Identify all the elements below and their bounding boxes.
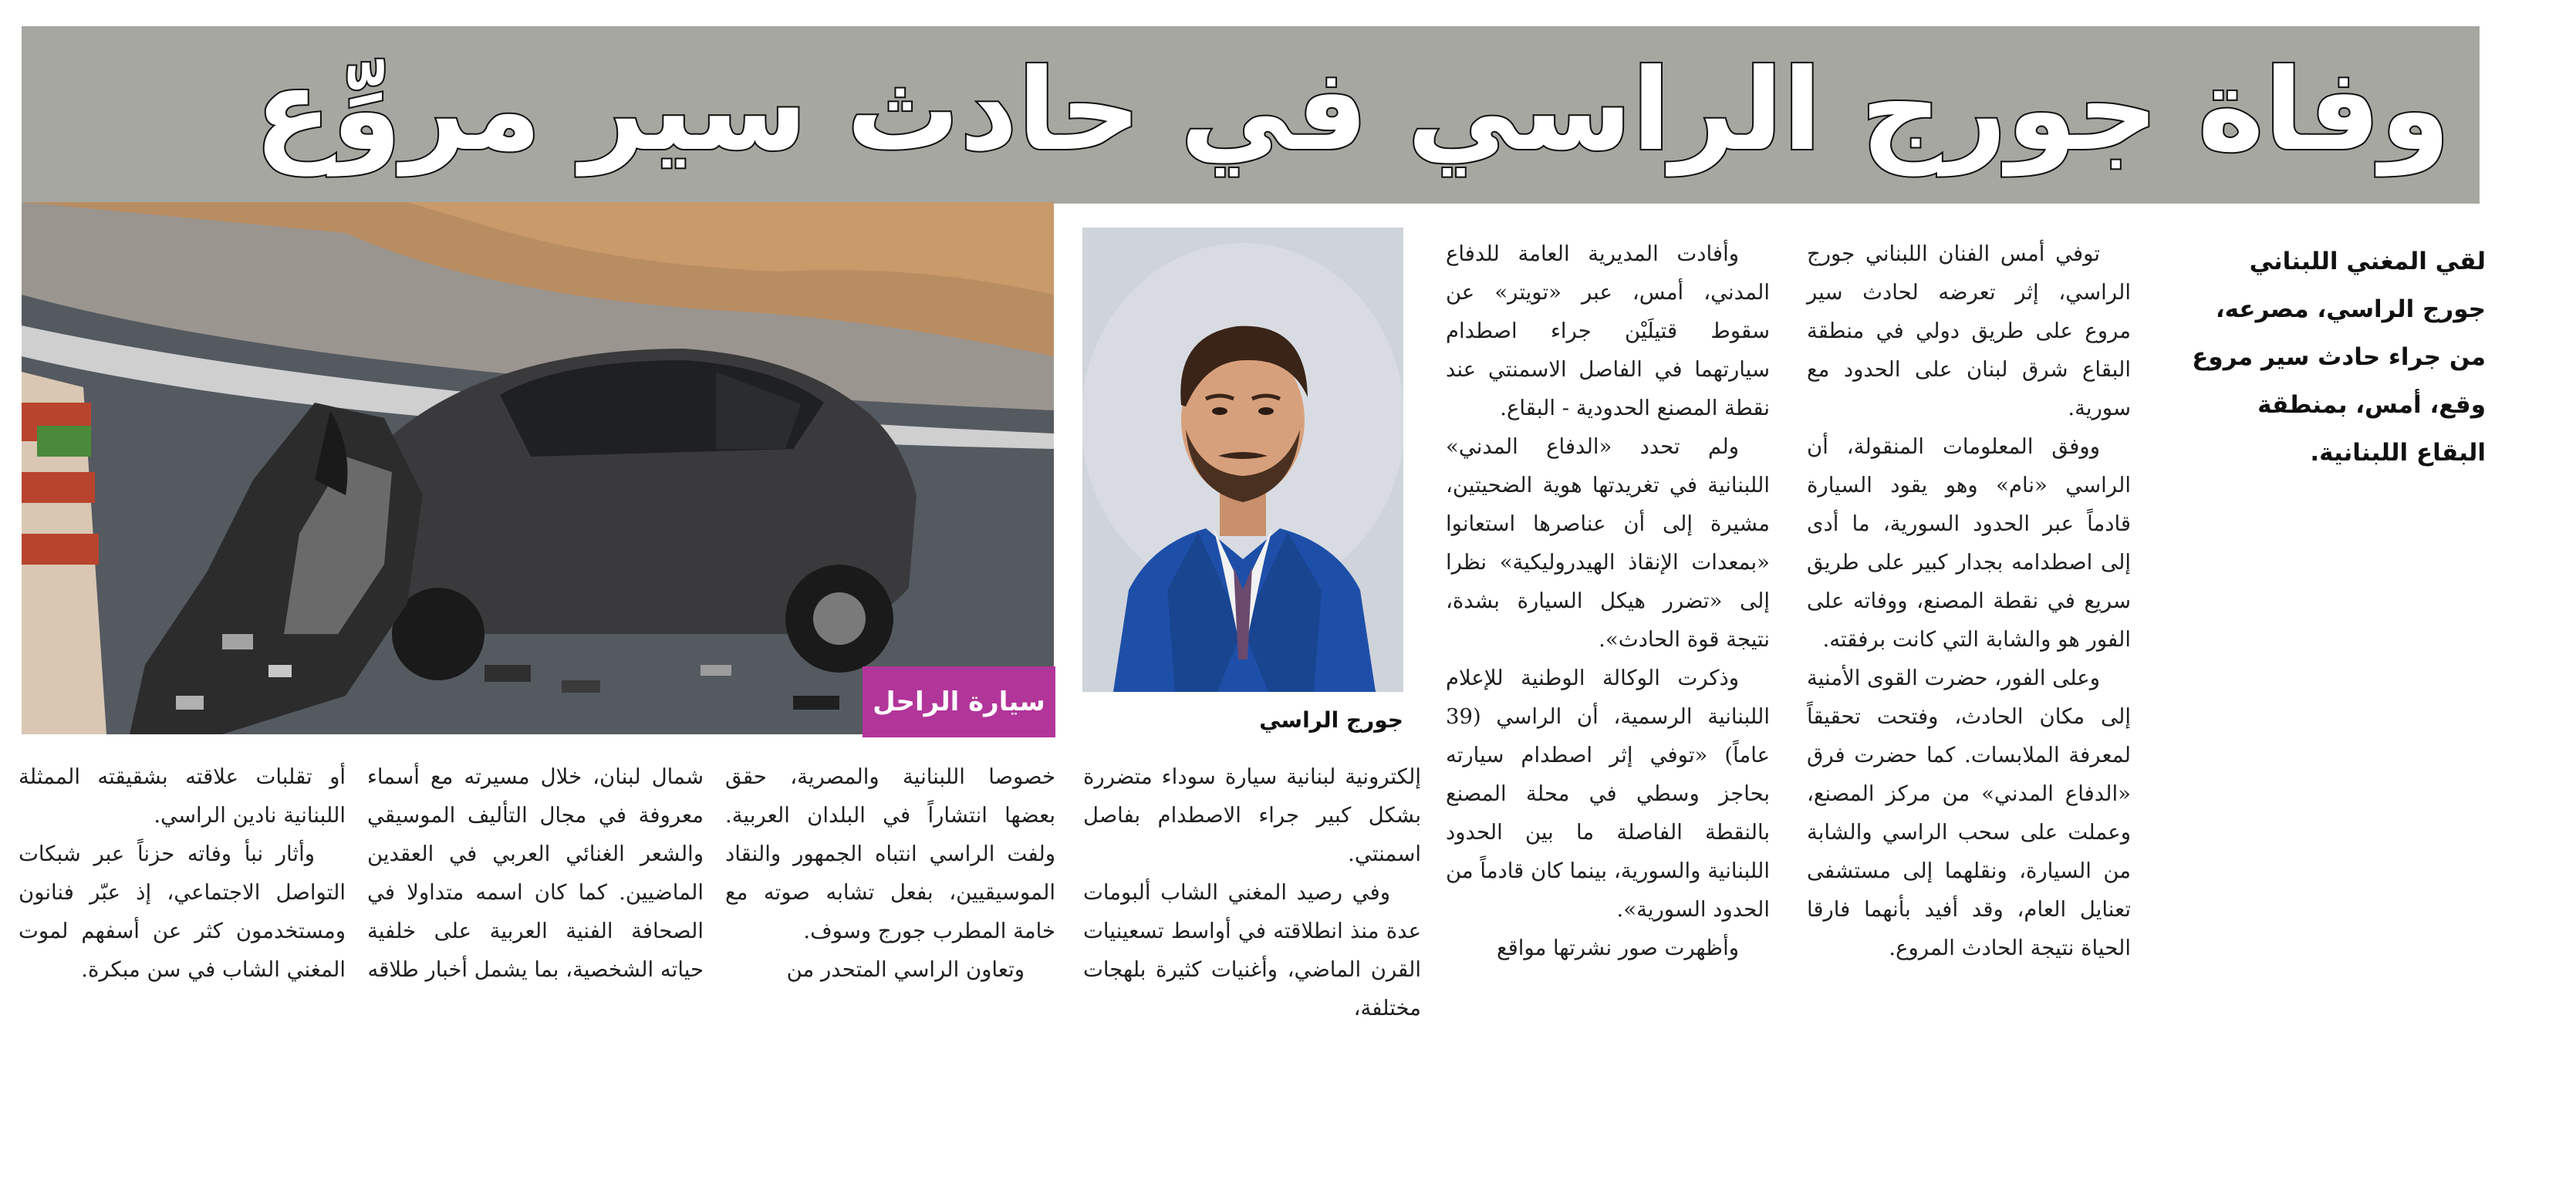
headline: وفاة جورج الراسي في حادث سير مروِّع — [254, 45, 2450, 176]
paragraph: وأظهرت صور نشرتها مواقع — [1496, 936, 1739, 960]
article-column-3 — [1083, 757, 1421, 1020]
paragraph: خصوصا اللبنانية والمصرية، حقق بعضها انتشاراً في البلدان العربية. ولفت الراسي انتباه الجمهور والنقاد الموسيقيين، بفعل تشابه صوته مع خامة المطرب جورج وسوف. — [725, 764, 1055, 943]
paragraph: ووفق المعلومات المنقولة، أن الراسي «نام» وهو يقود السيارة قادماً عبر الحدود السورية، ما أدى إلى اصطدامه بجدار كبير على طريق سريع في نقطة المصنع، ووفاته على الفور هو والشابة التي كانت برفقته. — [1807, 434, 2131, 652]
paragraph: ولم تحدد «الدفاع المدني» اللبنانية في تغريدتها هوية الضحيتين، مشيرة إلى أن عناصرها استعانوا «بمعدات الإنقاذ الهيدروليكية» نظرا إلى «تضرر هيكل السيارة بشدة، نتيجة قوة الحادث». — [1446, 434, 1770, 652]
crash-photo — [22, 202, 1054, 734]
paragraph: وتعاون الراسي المتحدر من — [786, 957, 1025, 982]
portrait-photo — [1082, 228, 1403, 692]
lead-paragraph: لقي المغني اللبناني جورج الراسي، مصرعه، من جراء حادث سير مروع وقع، أمس، بمنطقة البقاع اللبنانية. — [2192, 248, 2486, 467]
article-column-2 — [1446, 234, 1770, 1029]
article-column-6 — [19, 757, 346, 1020]
headline-band — [22, 26, 2480, 204]
article-column-4 — [725, 757, 1055, 1020]
portrait-illustration — [1082, 228, 1403, 692]
paragraph: شمال لبنان، خلال مسيرته مع أسماء معروفة في مجال التأليف الموسيقي والشعر الغنائي العربي في العقدين الماضيين. كما كان اسمه متداولا في الصحافة الفنية العربية على خلفية حياته الشخصية، بما يشمل أخبار طلاقه — [367, 764, 704, 982]
paragraph: أو تقلبات علاقته بشقيقته الممثلة اللبنانية نادين الراسي. — [19, 764, 346, 828]
paragraph: وعلى الفور، حضرت القوى الأمنية إلى مكان الحادث، وفتحت تحقيقاً لمعرفة الملابسات. كما حضرت فرق «الدفاع المدني» من مركز المصنع، وعملت على سحب الراسي والشابة من السيارة، ونقلهما إلى مستشفى تعنايل العام، وقد أفيد بأنهما فارقا الحياة نتيجة الحادث المروع. — [1807, 666, 2131, 960]
crash-illustration — [22, 202, 1054, 734]
paragraph: وذكرت الوكالة الوطنية للإعلام اللبنانية الرسمية، أن الراسي (39 عاماً) «توفي إثر اصطدام سيارته بحاجز وسطي في محلة المصنع بالنقطة الفاصلة ما بين الحدود اللبنانية والسورية، بينما كان قادماً من الحدود السورية». — [1446, 666, 1770, 922]
paragraph: وأفادت المديرية العامة للدفاع المدني، أمس، عبر «تويتر» عن سقوط قتيلَيْن جراء اصطدام سيارتهما في الفاصل الاسمنتي عند نقطة المصنع الحدودية - البقاع. — [1446, 241, 1770, 420]
paragraph: وأثار نبأ وفاته حزناً عبر شبكات التواصل الاجتماعي، إذ عبّر فنانون ومستخدمون كثر عن أسفهم لموت المغني الشاب في سن مبكرة. — [19, 842, 346, 982]
article-column-5 — [367, 757, 704, 1020]
portrait-caption: جورج الراسي — [1259, 707, 1403, 733]
paragraph: توفي أمس الفنان اللبناني جورج الراسي، إثر تعرضه لحادث سير مروع على طريق دولي في منطقة البقاع شرق لبنان على الحدود مع سورية. — [1807, 241, 2131, 420]
article-column-1 — [1807, 234, 2131, 1029]
paragraph: وفي رصيد المغني الشاب ألبومات عدة منذ انطلاقته في أواسط تسعينيات القرن الماضي، وأغنيات كثيرة بلهجات مختلفة، — [1083, 880, 1421, 1020]
paragraph: إلكترونية لبنانية سيارة سوداء متضررة بشكل كبير جراء الاصطدام بفاصل اسمنتي. — [1083, 764, 1421, 866]
car-photo-tag: سيارة الراحل — [863, 666, 1055, 737]
